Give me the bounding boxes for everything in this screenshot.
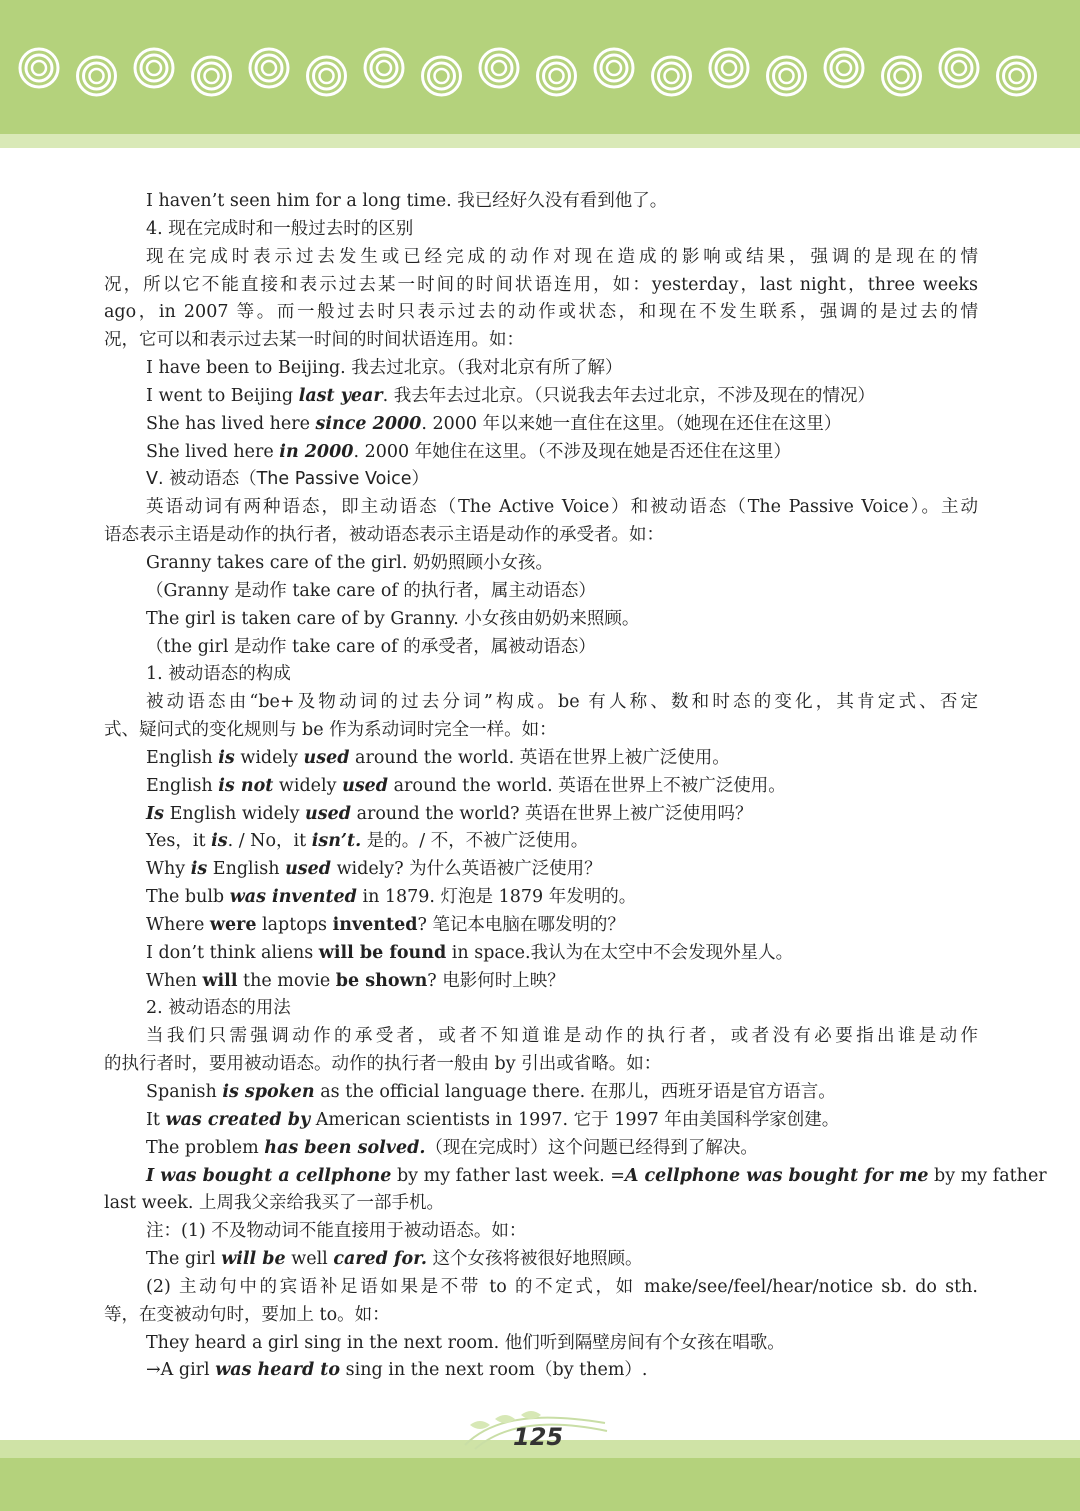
- ring-icon: [147, 61, 161, 75]
- text-segment: The bulb: [146, 887, 230, 908]
- text-segment: in space.我认为在太空中不会发现外星人。: [446, 942, 794, 963]
- emphasis-text: [264, 1138, 425, 1158]
- text-segment: ? 电影何时上映？: [427, 970, 565, 991]
- ring-icon: [1010, 69, 1024, 83]
- ring-icon: [435, 69, 449, 83]
- emphasis-text: A cellphone was bought for me: [624, 1165, 929, 1186]
- text-segment: in 1879. 灯泡是 1879 年发明的。: [356, 887, 637, 908]
- text-line: [104, 717, 978, 745]
- text-line: [104, 1190, 978, 1218]
- text-line: [104, 188, 978, 216]
- text-line: [104, 550, 978, 578]
- text-segment: 2. 被动语态的用法: [146, 998, 291, 1019]
- emphasis-text: will be found: [318, 942, 447, 963]
- emphasis-text: [342, 776, 388, 796]
- emphasis-text: is: [218, 747, 235, 768]
- emphasis-text: [218, 776, 273, 796]
- text-segment: around the world. 英语在世界上被广泛使用。: [349, 747, 730, 768]
- text-line: [104, 1218, 978, 1246]
- text-segment: 是的。/ 不，不被广泛使用。: [361, 831, 589, 852]
- text-line: [104, 828, 978, 856]
- ring-icon: [895, 69, 909, 83]
- text-line: [104, 494, 978, 522]
- emphasis-text: last year: [298, 385, 383, 406]
- text-line: [104, 912, 978, 940]
- text-segment: The girl: [146, 1249, 222, 1270]
- emphasis-text: [285, 859, 331, 879]
- text-line: [104, 968, 978, 996]
- ring-icon: [26, 55, 52, 81]
- text-segment: widely: [273, 775, 343, 796]
- text-line: [104, 689, 978, 717]
- text-segment: laptops: [256, 914, 333, 935]
- emphasis-text: was created by: [165, 1109, 311, 1130]
- text-line: [104, 1135, 978, 1163]
- emphasis-text: is: [211, 831, 228, 852]
- text-segment: 英语动词有两种语态，即主动语态（The Active Voice）和被动语态（The Passive Voice）。主动: [146, 497, 978, 518]
- text-segment: 况，它可以和表示过去某一时间的时间状语连用。如：: [104, 330, 524, 351]
- ring-icon: [314, 63, 340, 89]
- text-segment: 1. 被动语态的构成: [146, 664, 291, 685]
- text-line: [104, 940, 978, 968]
- text-line: [104, 1163, 1047, 1191]
- emphasis-text: [299, 386, 383, 406]
- text-segment: around the world? 英语在世界上被广泛使用吗？: [351, 803, 753, 824]
- text-segment: （现在完成时）这个问题已经得到了解决。: [425, 1137, 758, 1158]
- emphasis-text: since 2000: [315, 413, 422, 434]
- text-segment: She has lived here: [146, 413, 316, 434]
- emphasis-text: will: [202, 970, 238, 991]
- text-segment: around the world. 英语在世界上不被广泛使用。: [388, 775, 786, 796]
- emphasis-text: [316, 414, 422, 434]
- emphasis-text: [279, 442, 353, 462]
- ring-icon: [601, 55, 627, 81]
- emphasis-text: used: [303, 747, 350, 768]
- text-segment: When: [146, 970, 203, 991]
- text-segment: I haven’t seen him for a long time. 我已经好久没有看到他了。: [146, 191, 668, 211]
- text-segment: The girl is taken care of by Granny. 小女孩由奶奶来照顾。: [146, 608, 640, 629]
- ring-icon: [32, 61, 46, 75]
- text-line: [104, 466, 978, 494]
- text-segment: The problem: [146, 1137, 265, 1158]
- text-line: [104, 1107, 978, 1135]
- text-segment: . 2000 年以来她一直住在这里。（她现在还住在这里）: [421, 413, 842, 434]
- emphasis-text: cared for.: [333, 1249, 427, 1270]
- ring-icon: [256, 55, 282, 81]
- text-segment: Ⅴ. 被动语态（The Passive Voice）: [146, 469, 430, 490]
- text-segment: （the girl 是动作 take care of 的承受者，属被动语态）: [146, 636, 596, 657]
- text-segment: 注：(1) 不及物动词不能直接用于被动语态。如：: [146, 1221, 527, 1242]
- ring-icon: [665, 69, 679, 83]
- ring-icon: [946, 55, 972, 81]
- emphasis-text: [215, 1360, 340, 1380]
- text-line: [104, 801, 978, 829]
- text-line: [104, 355, 978, 383]
- text-line: [104, 383, 978, 411]
- header-strip: [0, 134, 1080, 148]
- text-segment: widely: [234, 747, 304, 768]
- text-segment: well: [285, 1249, 334, 1270]
- emphasis-text: in 2000: [279, 441, 354, 462]
- text-line: [104, 1023, 978, 1051]
- text-segment: I don’t think aliens: [146, 942, 319, 963]
- text-line: [104, 995, 978, 1023]
- ring-icon: [544, 63, 570, 89]
- ring-icon: [831, 55, 857, 81]
- emphasis-text: I was bought a cellphone: [146, 1165, 392, 1186]
- ring-icon: [320, 69, 334, 83]
- text-line: [104, 522, 978, 550]
- emphasis-text: will be: [221, 1249, 286, 1270]
- emphasis-text: [305, 804, 351, 824]
- text-segment: She lived here: [146, 441, 280, 462]
- text-segment: 当我们只需强调动作的承受者，或者不知道谁是动作的执行者，或者没有必要指出谁是动作: [146, 1026, 978, 1047]
- text-line: [104, 884, 978, 912]
- footer-band: [0, 1458, 1080, 1511]
- text-segment: Spanish: [146, 1082, 223, 1102]
- emphasis-text: is not: [218, 775, 274, 796]
- emphasis-text: [222, 1082, 314, 1102]
- text-segment: 式、疑问式的变化规则与 be 作为系动词时完全一样。如：: [104, 720, 557, 741]
- text-segment: . / No，it: [227, 831, 312, 852]
- ring-icon: [492, 61, 506, 75]
- text-segment: widely? 为什么英语被广泛使用？: [331, 859, 602, 880]
- text-line: [104, 578, 978, 606]
- ring-icon: [607, 61, 621, 75]
- page-number-badge: [455, 1405, 615, 1465]
- emphasis-text: is: [190, 859, 208, 880]
- text-line: [104, 661, 978, 689]
- text-segment: 况，所以它不能直接和表示过去某一时间的时间状语连用，如：yesterday，last night，three weeks: [104, 274, 978, 295]
- text-segment: Why: [146, 859, 191, 880]
- ring-icon: [371, 55, 397, 81]
- emphasis-text: Is: [146, 803, 165, 824]
- emphasis-text: [146, 804, 164, 824]
- text-segment: American scientists in 1997. 它于 1997 年由美国科学家创建。: [310, 1109, 840, 1130]
- emphasis-text: used: [305, 803, 351, 824]
- text-line: [104, 439, 978, 467]
- text-line: [104, 272, 978, 300]
- text-line: [104, 327, 978, 355]
- ring-icon: [199, 63, 225, 89]
- page-number: 125: [513, 1423, 564, 1451]
- text-segment: ? 笔记本电脑在哪发明的？: [417, 914, 625, 935]
- ring-icon: [780, 69, 794, 83]
- emphasis-text: was invented: [229, 887, 357, 908]
- text-segment: English: [146, 747, 219, 768]
- ring-icon: [1004, 63, 1030, 89]
- text-line: [104, 1246, 978, 1274]
- text-line: [104, 634, 978, 662]
- emphasis-text: used: [285, 859, 332, 880]
- text-segment: by my father: [928, 1165, 1047, 1186]
- emphasis-text: [312, 831, 362, 851]
- text-segment: 等，在变被动句时，要加上 to。如：: [104, 1304, 390, 1325]
- emphasis-text: [304, 748, 350, 768]
- ring-icon: [262, 61, 276, 75]
- text-line: [104, 244, 978, 272]
- text-line: [104, 1051, 978, 1079]
- emphasis-text: [191, 859, 208, 879]
- ring-icon: [722, 61, 736, 75]
- ring-icon: [141, 55, 167, 81]
- ring-icon: [429, 63, 455, 89]
- text-segment: Yes，it: [146, 831, 212, 852]
- text-segment: 的执行者时，要用被动语态。动作的执行者一般由 by 引出或省略。如：: [104, 1054, 662, 1075]
- text-line: [104, 216, 978, 244]
- emphasis-text: [221, 1249, 285, 1269]
- text-segment: 这个女孩将被很好地照顾。: [426, 1249, 643, 1270]
- emphasis-text: is spoken: [222, 1082, 315, 1102]
- ring-icon: [952, 61, 966, 75]
- ring-icon: [377, 61, 391, 75]
- emphasis-text: [166, 1110, 311, 1130]
- text-line: [104, 606, 978, 634]
- ring-icon: [84, 63, 110, 89]
- text-segment: 现在完成时表示过去发生或已经完成的动作对现在造成的影响或结果，强调的是现在的情: [146, 246, 978, 267]
- text-segment: ago，in 2007 等。而一般过去时只表示过去的动作或状态，和现在不发生联系，强调的是过去的情: [104, 302, 978, 323]
- ring-icon: [550, 69, 564, 83]
- text-segment: They heard a girl sing in the next room. 他们听到隔壁房间有个女孩在唱歌。: [146, 1332, 785, 1353]
- text-segment: I went to Beijing: [146, 385, 299, 406]
- emphasis-text: has been solved.: [264, 1137, 426, 1158]
- text-segment: Granny takes care of the girl. 奶奶照顾小女孩。: [146, 552, 553, 573]
- text-line: [104, 299, 978, 327]
- text-line: [104, 745, 978, 773]
- text-line: [104, 856, 978, 884]
- ring-icon: [205, 69, 219, 83]
- text-line: [104, 411, 978, 439]
- emphasis-text: [211, 831, 228, 851]
- text-segment: . 我去年去过北京。（只说我去年去过北京，不涉及现在的情况）: [382, 385, 875, 406]
- text-segment: . 2000 年她住在这里。（不涉及现在她是否还住在这里）: [353, 441, 791, 462]
- text-line: [104, 1330, 978, 1358]
- ring-icon: [889, 63, 915, 89]
- emphasis-text: isn’t.: [311, 831, 362, 852]
- text-segment: as the official language there. 在那儿，西班牙语是官方语言。: [314, 1082, 836, 1102]
- ring-icon: [90, 69, 104, 83]
- emphasis-text: was heard to: [215, 1360, 341, 1381]
- ring-icon: [486, 55, 512, 81]
- text-segment: It: [146, 1109, 166, 1130]
- text-segment: English widely: [164, 803, 306, 824]
- emphasis-text: be shown: [335, 970, 428, 991]
- text-segment: (2) 主动句中的宾语补足语如果是不带 to 的不定式，如 make/see/feel/hear/notice sb. do sth.: [146, 1276, 978, 1297]
- text-line: [104, 773, 978, 801]
- text-segment: I have been to Beijing. 我去过北京。（我对北京有所了解）: [146, 358, 623, 379]
- emphasis-text: [625, 1166, 929, 1186]
- text-segment: English: [207, 859, 286, 880]
- decorative-rings: [0, 0, 1080, 134]
- text-segment: →A girl: [146, 1360, 216, 1381]
- text-segment: the movie: [237, 970, 336, 991]
- emphasis-text: were: [209, 914, 257, 935]
- text-segment: Where: [146, 914, 210, 935]
- text-segment: 语态表示主语是动作的执行者，被动语态表示主语是动作的承受者。如：: [104, 525, 664, 546]
- page-body: [104, 188, 1047, 1385]
- text-segment: （Granny 是动作 take care of 的执行者，属主动语态）: [146, 580, 596, 601]
- text-line: [104, 1079, 978, 1107]
- text-segment: sing in the next room（by them）.: [340, 1360, 648, 1381]
- text-segment: 被动语态由“be+及物动词的过去分词”构成。be 有人称、数和时态的变化，其肯定式、否定: [146, 692, 978, 713]
- ring-icon: [659, 63, 685, 89]
- emphasis-text: used: [342, 775, 389, 796]
- text-line: [104, 1274, 978, 1302]
- emphasis-text: [146, 1166, 391, 1186]
- text-line: [104, 1302, 978, 1330]
- emphasis-text: invented: [332, 914, 418, 935]
- ring-icon: [837, 61, 851, 75]
- text-segment: English: [146, 775, 219, 796]
- ring-icon: [774, 63, 800, 89]
- emphasis-text: [333, 1249, 427, 1269]
- text-segment: by my father last week. =: [391, 1165, 625, 1186]
- text-segment: last week. 上周我父亲给我买了一部手机。: [104, 1193, 445, 1214]
- emphasis-text: [230, 887, 357, 907]
- text-segment: 4. 现在完成时和一般过去时的区别: [146, 218, 414, 239]
- ring-icon: [716, 55, 742, 81]
- emphasis-text: [218, 748, 235, 768]
- text-line: [104, 1357, 978, 1385]
